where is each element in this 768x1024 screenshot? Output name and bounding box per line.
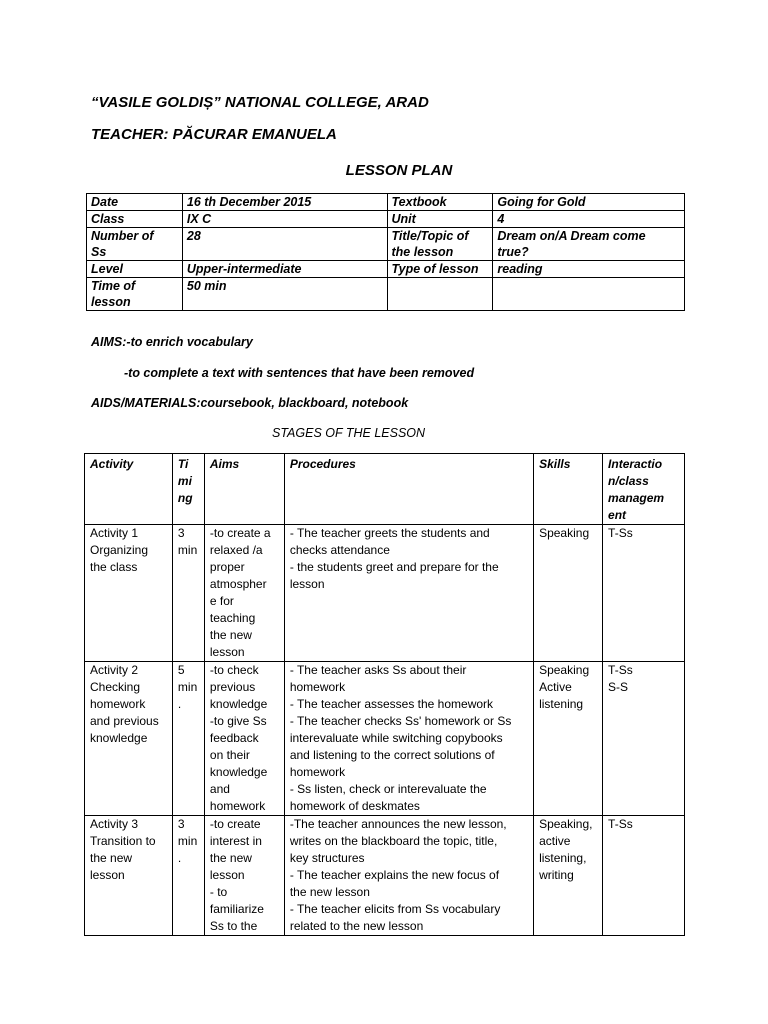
header-procedures: Procedures — [284, 454, 533, 525]
header-activity: Activity — [85, 454, 173, 525]
interaction-cell: T-Ss — [603, 816, 685, 936]
procedures-cell: - The teacher asks Ss about their homework - The teacher assesses the homework - The teacher checks Ss' homework or Ss interevaluate while switching copybooks and listening to the correct solutions of homework - Ss listen, check or interevaluate the homework of deskmates — [284, 662, 533, 816]
header-interaction: Interactio n/class managem ent — [603, 454, 685, 525]
info-value: 50 min — [182, 278, 387, 311]
table-row — [85, 816, 685, 936]
timing-cell: 3 min . — [172, 816, 204, 936]
info-label: Time of lesson — [87, 278, 183, 311]
aims-line-2: -to complete a text with sentences that have been removed — [124, 366, 475, 380]
table-row — [85, 662, 685, 816]
interaction-cell: T-Ss S-S — [603, 662, 685, 816]
info-value: Going for Gold — [493, 194, 685, 211]
college-name: “VASILE GOLDIȘ” NATIONAL COLLEGE, ARAD — [91, 94, 429, 111]
skills-cell: Speaking — [534, 525, 603, 662]
info-label — [387, 278, 493, 311]
stages-header-row — [85, 454, 685, 525]
aims-cell: -to create a relaxed /a proper atmospher e for teaching the new lesson — [204, 525, 284, 662]
info-value: IX C — [182, 211, 387, 228]
info-label: Date — [87, 194, 183, 211]
activity-cell: Activity 1 Organizing the class — [85, 525, 173, 662]
header-timing: Ti mi ng — [172, 454, 204, 525]
skills-cell: Speaking Active listening — [534, 662, 603, 816]
teacher-name: TEACHER: PĂCURAR EMANUELA — [91, 126, 337, 143]
activity-cell: Activity 3 Transition to the new lesson — [85, 816, 173, 936]
info-row — [87, 194, 685, 211]
document-title: LESSON PLAN — [345, 162, 453, 179]
info-label: Level — [87, 261, 183, 278]
info-label: Unit — [387, 211, 493, 228]
info-row — [87, 211, 685, 228]
aims-line-1: AIMS:-to enrich vocabulary — [91, 335, 253, 349]
timing-cell: 3 min — [172, 525, 204, 662]
header-skills: Skills — [534, 454, 603, 525]
info-value: 4 — [493, 211, 685, 228]
info-value: 28 — [182, 228, 387, 261]
info-label: Class — [87, 211, 183, 228]
aims-cell: -to check previous knowledge -to give Ss feedback on their knowledge and homework — [204, 662, 284, 816]
info-label: Textbook — [387, 194, 493, 211]
stages-table — [84, 453, 685, 936]
procedures-cell: -The teacher announces the new lesson, writes on the blackboard the topic, title, key structures - The teacher explains the new focus of the new lesson - The teacher elicits from Ss vocabulary related to the new lesson — [284, 816, 533, 936]
info-value: Dream on/A Dream come true? — [493, 228, 685, 261]
header-aims: Aims — [204, 454, 284, 525]
info-row — [87, 278, 685, 311]
info-row — [87, 228, 685, 261]
info-row — [87, 261, 685, 278]
lesson-info-table — [86, 193, 685, 311]
table-row — [85, 525, 685, 662]
info-label: Title/Topic of the lesson — [387, 228, 493, 261]
info-label: Number of Ss — [87, 228, 183, 261]
timing-cell: 5 min . — [172, 662, 204, 816]
info-value: reading — [493, 261, 685, 278]
activity-cell: Activity 2 Checking homework and previous knowledge — [85, 662, 173, 816]
aims-cell: -to create interest in the new lesson - to familiarize Ss to the — [204, 816, 284, 936]
info-label: Type of lesson — [387, 261, 493, 278]
procedures-cell: - The teacher greets the students and checks attendance - the students greet and prepare for the lesson — [284, 525, 533, 662]
info-value — [493, 278, 685, 311]
info-value: Upper-intermediate — [182, 261, 387, 278]
stages-title: STAGES OF THE LESSON — [272, 426, 426, 440]
aids-materials: AIDS/MATERIALS:coursebook, blackboard, notebook — [91, 396, 409, 410]
skills-cell: Speaking, active listening, writing — [534, 816, 603, 936]
interaction-cell: T-Ss — [603, 525, 685, 662]
info-value: 16 th December 2015 — [182, 194, 387, 211]
